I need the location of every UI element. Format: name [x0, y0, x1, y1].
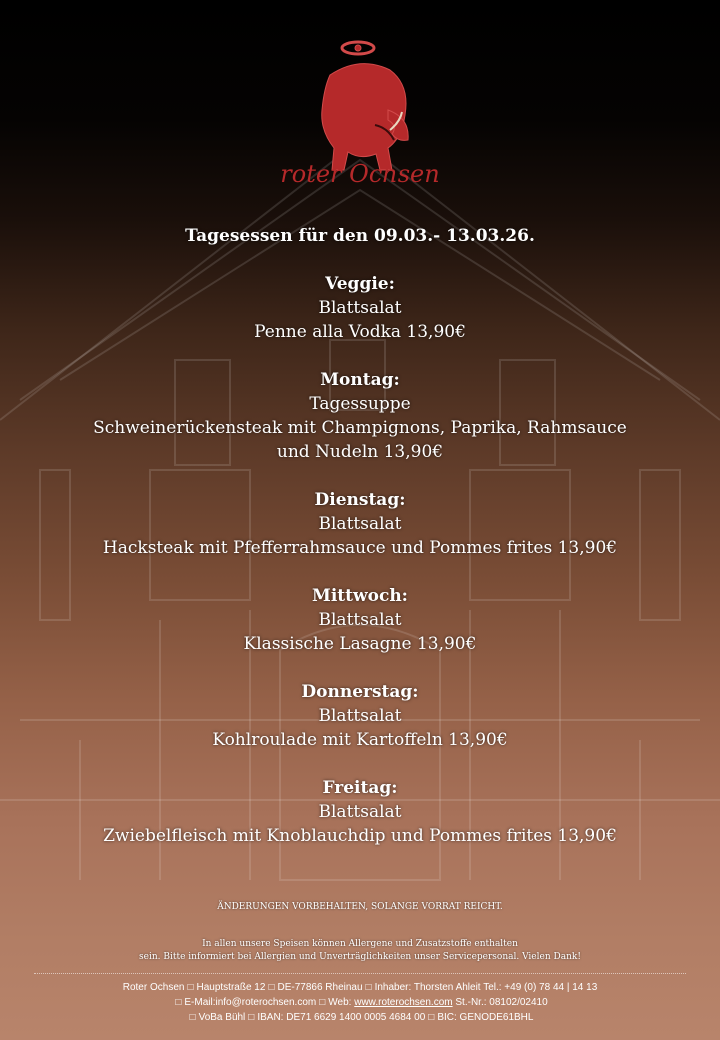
footer-bank: VoBa Bühl	[198, 1012, 246, 1023]
menu	[0, 224, 720, 872]
dish-line: Zwiebelfleisch mit Knoblauchdip und Pommes frites 13,90€	[103, 826, 617, 846]
website-link[interactable]: www.roterochsen.com	[354, 997, 453, 1008]
footer-street: Hauptstraße 12	[196, 982, 266, 993]
separator-icon: □	[248, 1012, 255, 1023]
footer	[0, 980, 720, 1025]
allergen-line: In allen unsere Speisen können Allergene und Zusatzstoffe enthalten	[202, 939, 518, 949]
footer-business-name: Roter Ochsen	[122, 982, 185, 993]
separator-icon: □	[187, 982, 194, 993]
dish-line: Blattsalat	[318, 514, 402, 534]
menu-headline: Tagesessen für den 09.03.- 13.03.26.	[185, 226, 535, 246]
footer-bic: BIC: GENODE61BHL	[437, 1012, 534, 1023]
separator-icon: □	[319, 997, 326, 1008]
menu-section-freitag	[0, 776, 720, 848]
separator-icon: □	[428, 1012, 435, 1023]
day-heading: Montag:	[320, 370, 400, 390]
dish-line: Hacksteak mit Pfefferrahmsauce und Pommes frites 13,90€	[102, 538, 618, 558]
menu-section-veggie	[0, 272, 720, 344]
dish-line: Kohlroulade mit Kartoffeln 13,90€	[212, 730, 508, 750]
menu-section-donnerstag	[0, 680, 720, 752]
day-heading: Mittwoch:	[312, 586, 408, 606]
dish-line: Penne alla Vodka 13,90€	[254, 322, 466, 342]
menu-section-mittwoch	[0, 584, 720, 656]
day-heading: Dienstag:	[314, 490, 406, 510]
footer-email: E-Mail:info@roterochsen.com	[184, 997, 317, 1008]
footer-line-bank	[0, 1010, 720, 1025]
dish-line: Blattsalat	[318, 610, 402, 630]
menu-section-dienstag	[0, 488, 720, 560]
dish-line: Schweinerückensteak mit Champignons, Paprika, Rahmsauce	[93, 418, 627, 438]
dish-line: Blattsalat	[318, 298, 402, 318]
separator-icon: □	[268, 982, 275, 993]
dish-line: Tagessuppe	[309, 394, 411, 414]
brand-name: roter Ochsen	[280, 160, 440, 188]
separator-icon: □	[189, 1012, 196, 1023]
footer-city: DE-77866 Rheinau	[277, 982, 363, 993]
footer-web-label: Web:	[328, 997, 352, 1008]
allergen-note	[0, 938, 720, 964]
footer-line-address	[0, 980, 720, 995]
allergen-line: sein. Bitte informiert bei Allergien und Unverträglichkeiten unser Servicepersonal. Vielen Dank!	[139, 952, 581, 962]
separator-icon: □	[175, 997, 182, 1008]
day-heading: Donnerstag:	[301, 682, 419, 702]
footer-owner-phone: Inhaber: Thorsten Ahleit Tel.: +49 (0) 78 44 | 14 13	[374, 982, 598, 993]
footer-iban: IBAN: DE71 6629 1400 0005 4684 00	[257, 1012, 426, 1023]
dish-line: Blattsalat	[318, 706, 402, 726]
footer-line-contact	[0, 995, 720, 1010]
dish-line: und Nudeln 13,90€	[276, 442, 444, 462]
dish-line: Blattsalat	[318, 802, 402, 822]
dish-line: Klassische Lasagne 13,90€	[243, 634, 477, 654]
separator-icon: □	[365, 982, 372, 993]
day-heading: Veggie:	[325, 274, 395, 294]
change-notice: ÄNDERUNGEN VORBEHALTEN, SOLANGE VORRAT REICHT.	[217, 902, 503, 912]
footer-tax-number: St.-Nr.: 08102/02410	[455, 997, 548, 1008]
menu-section-montag	[0, 368, 720, 464]
day-heading: Freitag:	[322, 778, 398, 798]
footer-divider	[34, 973, 686, 974]
